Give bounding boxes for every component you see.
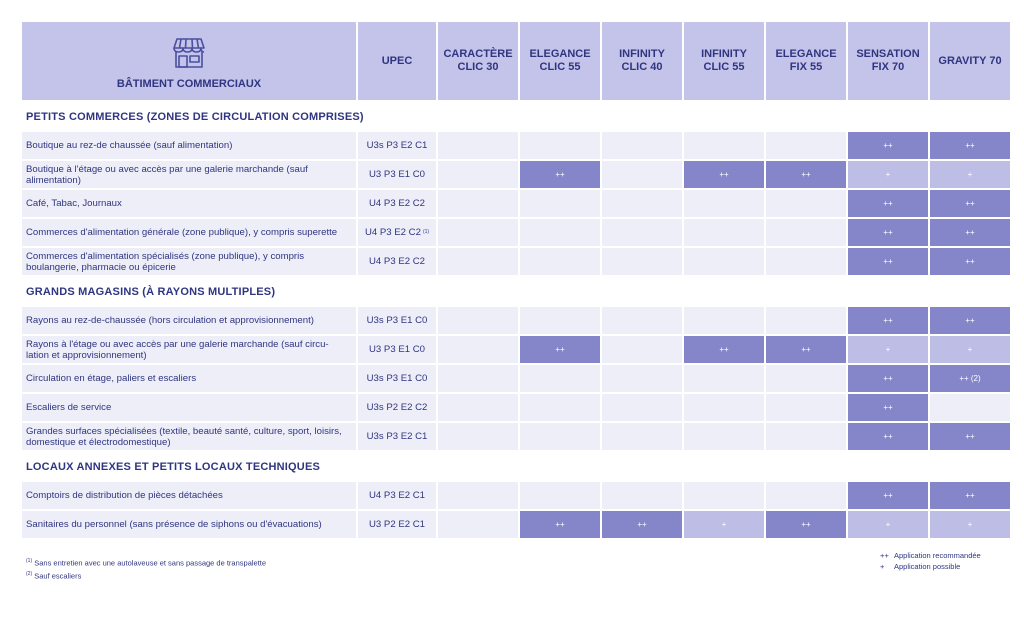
rating-value: ++ (965, 491, 975, 500)
row-value-cell (848, 511, 928, 538)
footnote-2 (26, 569, 266, 582)
section-title: LOCAUX ANNEXES ET PETITS LOCAUX TECHNIQUES (26, 461, 321, 473)
column-header-5: ELEGANCE FIX 55 (766, 22, 846, 100)
row-upec-classification (358, 423, 436, 450)
upec-code: U4 P3 E2 C2 (364, 227, 421, 238)
row-value-cell (520, 161, 600, 188)
row-upec-classification (358, 365, 436, 392)
row-value-cell (766, 132, 846, 159)
column-header-7: GRAVITY 70 (930, 22, 1010, 100)
rating-value: ++ (883, 432, 893, 441)
row-value-cell (684, 423, 764, 450)
rating-value: ++ (883, 316, 893, 325)
rating-value: + (885, 345, 891, 354)
row-value-cell (520, 132, 600, 159)
row-label: Commerces d'alimentation générale (zone publique), y compris superette (22, 219, 356, 246)
upec-code: U4 P3 E2 C1 (369, 490, 425, 501)
row-value-cell (602, 307, 682, 334)
row-label: Grandes surfaces spécialisées (textile, beauté santé, culture, sport, loisirs, domestique et électrodomestique) (22, 423, 356, 450)
row-value-cell (438, 336, 518, 363)
footnote-2-mark: (2) (26, 570, 33, 577)
header-building-type (22, 22, 356, 100)
rating-value: ++ (801, 345, 811, 354)
row-value-cell (766, 511, 846, 538)
row-value-cell (930, 365, 1010, 392)
rating-value: ++ (555, 170, 565, 179)
rating-value: ++ (801, 170, 811, 179)
column-header-4: INFINITY CLIC 55 (684, 22, 764, 100)
row-value-cell (520, 248, 600, 275)
row-value-cell (520, 307, 600, 334)
row-value-cell (438, 511, 518, 538)
row-value-cell (520, 394, 600, 421)
row-upec-classification (358, 394, 436, 421)
rating-value: ++ (883, 374, 893, 383)
row-upec-classification (358, 219, 436, 246)
row-value-cell (766, 394, 846, 421)
row-value-cell (848, 482, 928, 509)
rating-value: ++ (965, 199, 975, 208)
row-upec-classification (358, 190, 436, 217)
row-label: Rayons à l'étage ou avec accès par une galerie marchande (sauf circu-lation et approvisionnement) (22, 336, 356, 363)
rating-value: ++ (555, 345, 565, 354)
rating-value: ++ (965, 228, 975, 237)
footnote-2-text: Sauf escaliers (34, 571, 82, 580)
row-value-cell (602, 365, 682, 392)
rating-value: ++ (883, 491, 893, 500)
row-value-cell (684, 336, 764, 363)
legend (880, 550, 981, 572)
row-value-cell (930, 190, 1010, 217)
rating-value: ++ (965, 432, 975, 441)
rating-value: ++ (719, 170, 729, 179)
row-value-cell (766, 423, 846, 450)
row-value-cell (520, 190, 600, 217)
legend-recommended-symbol: ++ (880, 551, 889, 560)
rating-value: ++ (883, 403, 893, 412)
legend-recommended (880, 550, 981, 561)
row-label: Rayons au rez-de-chaussée (hors circulation et approvisionnement) (22, 307, 356, 334)
section-title: PETITS COMMERCES (ZONES DE CIRCULATION COMPRISES) (26, 111, 364, 123)
rating-value: ++ (801, 520, 811, 529)
row-value-cell (684, 132, 764, 159)
rating-value: + (967, 520, 973, 529)
row-value-cell (766, 161, 846, 188)
upec-code: U3 P3 E1 C0 (369, 344, 425, 355)
rating-value: + (885, 170, 891, 179)
row-value-cell (438, 161, 518, 188)
footnote-1-text: Sans entretien avec une autolaveuse et sans passage de transpalette (34, 558, 267, 568)
row-value-cell (602, 132, 682, 159)
row-upec-classification (358, 132, 436, 159)
row-value-cell (684, 190, 764, 217)
row-value-cell (930, 219, 1010, 246)
rating-value: + (967, 170, 973, 179)
legend-recommended-text: Application recommandée (894, 551, 981, 560)
row-value-cell (766, 307, 846, 334)
row-value-cell (602, 190, 682, 217)
rating-value: + (967, 345, 973, 354)
row-value-cell (520, 219, 600, 246)
row-value-cell (684, 394, 764, 421)
row-value-cell (766, 482, 846, 509)
row-value-cell (438, 132, 518, 159)
upec-code: U3s P3 E1 C0 (366, 315, 428, 326)
row-label: Boutique à l'étage ou avec accès par une galerie marchande (sauf alimentation) (22, 161, 356, 188)
row-value-cell (766, 248, 846, 275)
row-value-cell (848, 394, 928, 421)
upec-code: U3 P3 E1 C0 (369, 169, 425, 180)
row-value-cell (930, 482, 1010, 509)
rating-value: ++ (555, 520, 565, 529)
row-upec-classification (358, 161, 436, 188)
row-value-cell (438, 190, 518, 217)
row-value-cell (848, 365, 928, 392)
row-value-cell (930, 161, 1010, 188)
upec-code: U4 P3 E2 C2 (369, 198, 425, 209)
row-value-cell (438, 482, 518, 509)
row-value-cell (520, 511, 600, 538)
table-title: BÂTIMENT COMMERCIAUX (116, 78, 262, 90)
row-value-cell (684, 511, 764, 538)
column-header-0: UPEC (358, 22, 436, 100)
row-value-cell (602, 482, 682, 509)
upec-code: U3 P2 E2 C1 (369, 519, 425, 530)
row-value-cell (684, 307, 764, 334)
row-value-cell (930, 511, 1010, 538)
upec-code: U3s P2 E2 C2 (366, 402, 428, 413)
row-value-cell (766, 365, 846, 392)
row-label: Escaliers de service (22, 394, 356, 421)
row-label: Boutique au rez-de chaussée (sauf alimentation) (22, 132, 356, 159)
row-value-cell (520, 365, 600, 392)
row-upec-classification (358, 511, 436, 538)
row-value-cell (602, 248, 682, 275)
row-value-cell (930, 248, 1010, 275)
row-value-cell (848, 336, 928, 363)
row-value-cell (438, 423, 518, 450)
footnote-1-mark: (1) (26, 558, 33, 564)
row-value-cell (766, 336, 846, 363)
rating-value: + (885, 520, 891, 529)
row-value-cell (848, 132, 928, 159)
row-value-cell (930, 132, 1010, 159)
rating-value: ++ (965, 257, 975, 266)
row-value-cell (930, 336, 1010, 363)
column-header-3: INFINITY CLIC 40 (602, 22, 682, 100)
rating-value: ++ (719, 345, 729, 354)
storefront-icon (172, 36, 206, 70)
section-title: GRANDS MAGASINS (À RAYONS MULTIPLES) (26, 286, 276, 298)
row-value-cell (438, 219, 518, 246)
upec-code: U3s P3 E2 C1 (366, 140, 428, 151)
upec-code: U4 P3 E2 C2 (369, 256, 425, 267)
row-label: Sanitaires du personnel (sans présence de siphons ou d'évacuations) (22, 511, 356, 538)
row-value-cell (520, 336, 600, 363)
rating-value: ++ (965, 316, 975, 325)
row-value-cell (930, 423, 1010, 450)
row-upec-classification (358, 248, 436, 275)
row-value-cell (602, 511, 682, 538)
row-upec-classification (358, 307, 436, 334)
rating-value: ++ (2) (959, 374, 981, 383)
row-value-cell (684, 219, 764, 246)
rating-value: ++ (883, 257, 893, 266)
row-upec-classification (358, 336, 436, 363)
row-value-cell (766, 219, 846, 246)
row-value-cell (684, 161, 764, 188)
row-value-cell (520, 482, 600, 509)
row-value-cell (848, 190, 928, 217)
rating-value: ++ (883, 228, 893, 237)
row-value-cell (684, 365, 764, 392)
rating-value: ++ (965, 141, 975, 150)
row-label: Commerces d'alimentation spécialisés (zone publique), y compris boulangerie, pharmacie ou épicerie (22, 248, 356, 275)
row-value-cell (520, 423, 600, 450)
row-value-cell (930, 394, 1010, 421)
footnote-1 (26, 556, 266, 569)
row-value-cell (602, 219, 682, 246)
rating-value: + (721, 520, 727, 529)
rating-value: ++ (883, 199, 893, 208)
footnotes (26, 556, 266, 581)
column-header-6: SENSATION FIX 70 (848, 22, 928, 100)
row-value-cell (684, 248, 764, 275)
row-value-cell (848, 307, 928, 334)
row-value-cell (602, 394, 682, 421)
row-value-cell (684, 482, 764, 509)
row-value-cell (848, 248, 928, 275)
row-value-cell (848, 423, 928, 450)
upec-footnote-mark: (1) (422, 228, 430, 235)
row-label: Circulation en étage, paliers et escaliers (22, 365, 356, 392)
row-upec-classification (358, 482, 436, 509)
row-value-cell (766, 190, 846, 217)
row-value-cell (848, 161, 928, 188)
column-header-1: CARACTÈRE CLIC 30 (438, 22, 518, 100)
column-header-2: ELEGANCE CLIC 55 (520, 22, 600, 100)
row-label: Comptoirs de distribution de pièces détachées (22, 482, 356, 509)
rating-value: ++ (883, 141, 893, 150)
rating-value: ++ (637, 520, 647, 529)
legend-possible-text: Application possible (894, 562, 961, 571)
row-label: Café, Tabac, Journaux (22, 190, 356, 217)
row-value-cell (602, 161, 682, 188)
compatibility-table (22, 22, 1002, 540)
row-value-cell (602, 336, 682, 363)
upec-code: U3s P3 E1 C0 (366, 373, 428, 384)
row-value-cell (438, 307, 518, 334)
row-value-cell (930, 307, 1010, 334)
row-value-cell (602, 423, 682, 450)
row-value-cell (438, 394, 518, 421)
legend-possible-symbol: + (880, 562, 885, 571)
row-value-cell (438, 365, 518, 392)
row-value-cell (848, 219, 928, 246)
row-value-cell (438, 248, 518, 275)
legend-possible (880, 561, 981, 572)
upec-code: U3s P3 E2 C1 (366, 431, 428, 442)
